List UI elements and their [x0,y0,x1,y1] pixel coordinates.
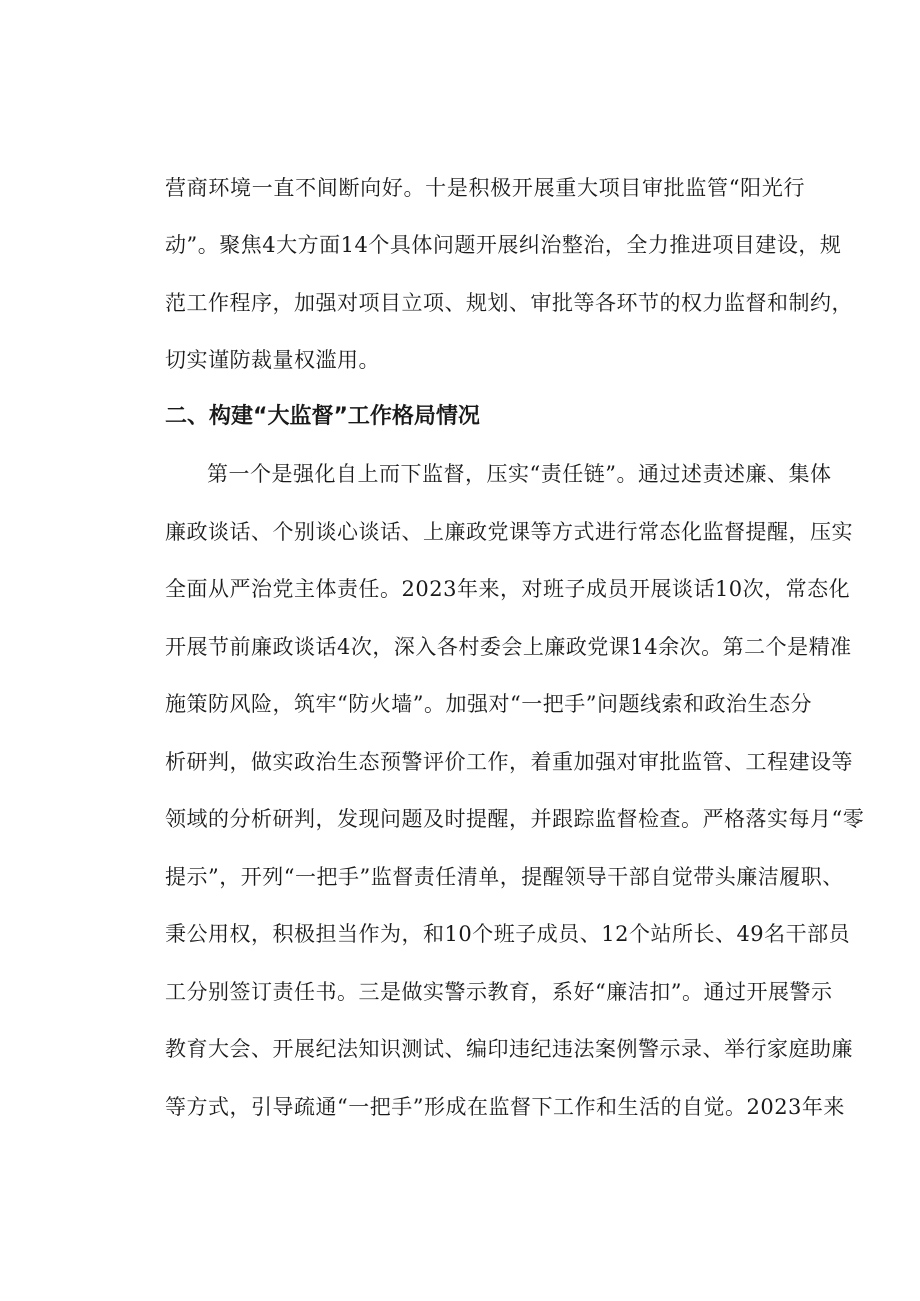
para2-line-9: 秉公用权，积极担当作为，和10个班子成员、12个站所长、49名干部员 [165,922,851,946]
para2-line-3: 全面从严治党主体责任。2023年来，对班子成员开展谈话10次，常态化 [165,577,851,601]
para1-line-2: 动”。聚焦4大方面14个具体问题开展纠治整治，全力推进项目建设，规 [165,233,842,257]
para2-line-11: 教育大会、开展纪法知识测试、编印违纪违法案例警示录、举行家庭助廉 [165,1037,853,1061]
section-heading: 二、构建“大监督”工作格局情况 [165,404,480,429]
para1-line-1: 营商环境一直不间断向好。十是积极开展重大项目审批监管“阳光行 [165,176,805,200]
para2-line-2: 廉政谈话、个别谈心谈话、上廉政党课等方式进行常态化监督提醒，压实 [165,520,853,544]
para1-line-3: 范工作程序，加强对项目立项、规划、审批等各环节的权力监督和制约， [165,291,853,315]
para2-line-1: 第一个是强化自上而下监督，压实“责任链”。通过述责述廉、集体 [207,462,832,486]
para2-line-12: 等方式，引导疏通“一把手”形成在监督下工作和生活的自觉。2023年来 [165,1095,845,1119]
para1-line-4: 切实谨防裁量权滥用。 [165,348,380,372]
para2-line-7: 领域的分析研判，发现问题及时提醒，并跟踪监督检查。严格落实每月“零 [165,807,865,831]
para2-line-8: 提示”，开列“一把手”监督责任清单，提醒领导干部自觉带头廉洁履职、 [165,865,844,889]
para2-line-5: 施策防风险，筑牢“防火墙”。加强对“一把手”问题线索和政治生态分 [165,692,812,716]
para2-line-6: 析研判，做实政治生态预警评价工作，着重加强对审批监管、工程建设等 [165,750,853,774]
para2-line-10: 工分别签订责任书。三是做实警示教育，系好“廉洁扣”。通过开展警示 [165,980,833,1004]
para2-line-4: 开展节前廉政谈话4次，深入各村委会上廉政党课14余次。第二个是精准 [165,635,852,659]
